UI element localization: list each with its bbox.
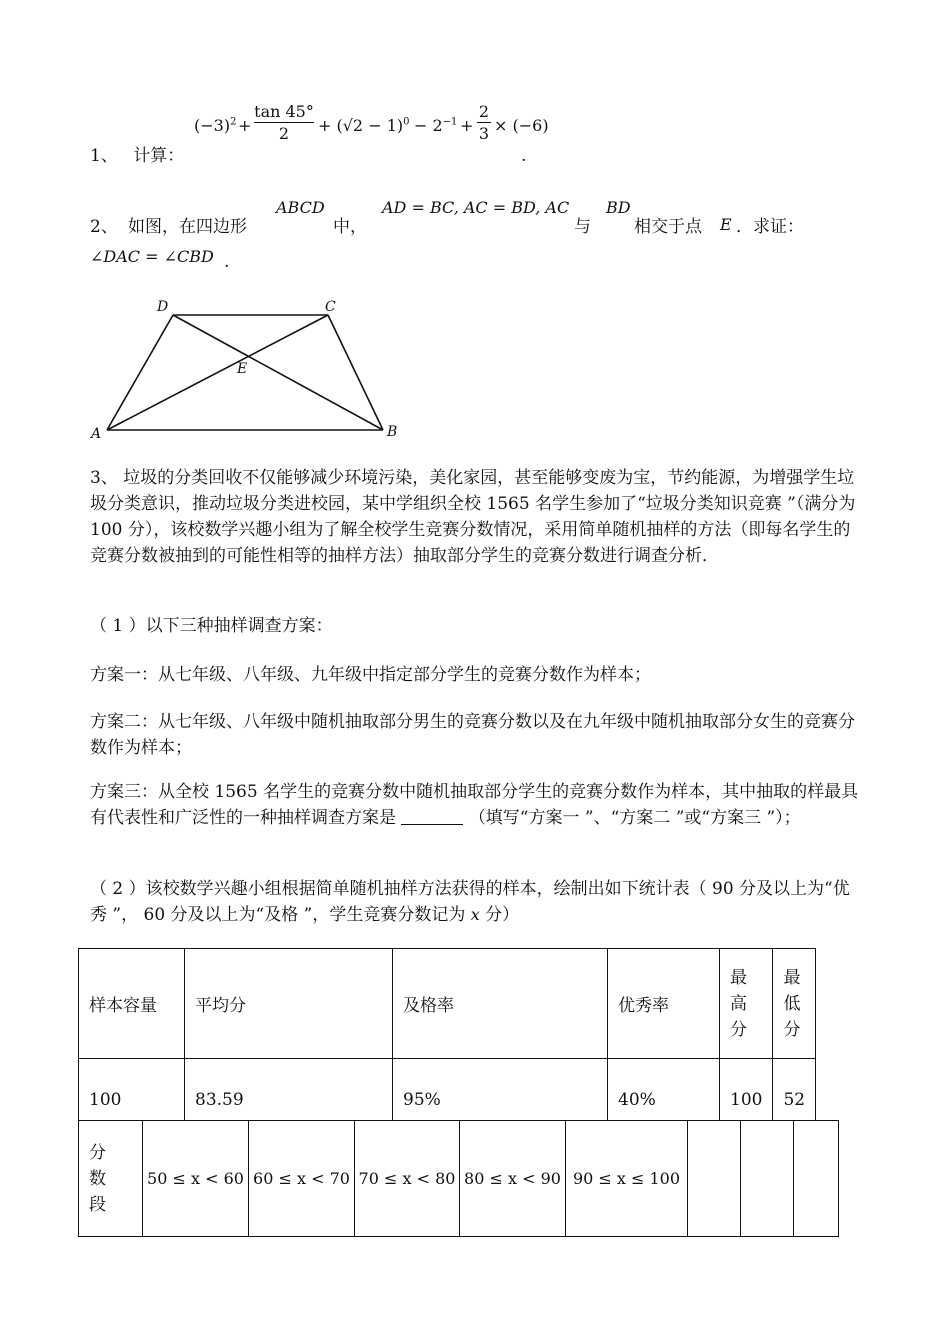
range-60-70: 60 ≤ x < 70: [249, 1121, 355, 1237]
range-label: 分 数 段: [79, 1121, 143, 1237]
q1-end-mark: .: [521, 146, 527, 166]
q2-text-c: 与: [574, 217, 591, 237]
q1-plus-3: +: [460, 116, 474, 135]
header-mean: 平均分: [185, 949, 393, 1059]
q2-condition: AD = BC, AC = BD, AC: [382, 198, 570, 217]
q3-plan2: 方案二：从七年级、八年级中随机抽取部分男生的竞赛分数以及在九年级中随机抽取部分女生的竞赛分数作为样本；: [90, 712, 855, 758]
q1-term-3: + $(√2 - 1)^0$: [318, 116, 410, 135]
label-d: D: [157, 299, 169, 315]
q3-intro: [90, 465, 865, 569]
q2-quad-name: ABCD: [276, 198, 325, 217]
header-min: 最 低 分: [773, 949, 816, 1059]
q3-part2-text-b: 分）: [485, 905, 520, 925]
q1-label: 计算：: [133, 146, 185, 166]
q2-text-b: 中，: [333, 217, 367, 237]
value-pass-rate: 95%: [393, 1059, 608, 1121]
label-c: C: [325, 299, 336, 315]
q3-plan3-text-b: （填写“方案一 ”、“方案二 ”或“方案三 ”）；: [468, 808, 801, 828]
range-70-80: 70 ≤ x < 80: [355, 1121, 460, 1237]
diagonal-bd: [173, 315, 383, 430]
table-header-row: [79, 949, 816, 1059]
q3-plan3-text-a: 方案三：从全校 1565 名学生的竞赛分数中随机抽取部分学生的竞赛分数作为样本，其中抽取的样最具有代表性和广泛性的一种抽样调查方案是: [90, 782, 859, 828]
answer-blank[interactable]: [401, 808, 463, 825]
range-empty-3: [794, 1121, 839, 1237]
range-empty-2: [741, 1121, 794, 1237]
q3-plan1: 方案一：从七年级、八年级、九年级中指定部分学生的竞赛分数作为样本；: [90, 665, 651, 685]
q3-number: 3、: [90, 468, 118, 488]
header-sample-size: 样本容量: [79, 949, 185, 1059]
range-empty-1: [688, 1121, 741, 1237]
q1-line: [90, 143, 184, 169]
range-80-90: 80 ≤ x < 90: [460, 1121, 566, 1237]
q2-text-a: 如图，在四边形: [128, 217, 247, 237]
q1-times: × (−6): [494, 116, 549, 135]
q3-part1-title: （ 1 ）以下三种抽样调查方案：: [90, 616, 333, 636]
score-range-table: [78, 1120, 839, 1237]
q1-plus: +: [238, 116, 252, 135]
q2-prove: ∠DAC = ∠CBD: [90, 247, 214, 266]
q3-intro-text: 垃圾的分类回收不仅能够减少环境污染，美化家园，甚至能够变废为宝，节约能源，为增强学生垃圾分类意识，推动垃圾分类进校园，某中学组织全校 1565 名学生参加了“垃圾分类知识竞赛 ”（满分为 100 分），该校数学兴趣小组为了解全校学生竞赛分数情况，采用简单随机抽样的方法（即每名学生的竞赛分数被抽到的可能性相等的抽样方法）抽取部分学生的竞赛分数进行调查分析．: [90, 468, 856, 566]
q3-part2: [90, 876, 865, 928]
q1-term-1: $(-3)^2$: [194, 116, 237, 135]
header-excellent-rate: 优秀率: [608, 949, 720, 1059]
q1-fraction: 2 3: [478, 102, 490, 143]
value-max: 100: [720, 1059, 773, 1121]
q1-tan-fraction: tan 45° 2: [254, 102, 314, 143]
q2-number: 2、: [90, 217, 118, 237]
q1-number: 1、: [90, 146, 118, 166]
value-excellent-rate: 40%: [608, 1059, 720, 1121]
label-b: B: [387, 424, 398, 440]
range-row: [79, 1121, 839, 1237]
header-pass-rate: 及格率: [393, 949, 608, 1059]
value-min: 52: [773, 1059, 816, 1121]
quadrilateral-figure: [85, 295, 405, 445]
header-max: 最 高 分: [720, 949, 773, 1059]
table-value-row: [79, 1059, 816, 1121]
range-50-60: 50 ≤ x < 60: [143, 1121, 249, 1237]
q3-part2-x: x: [470, 905, 480, 924]
value-sample-size: 100: [79, 1059, 185, 1121]
q2-bd: BD: [606, 198, 631, 217]
range-90-100: 90 ≤ x ≤ 100: [566, 1121, 688, 1237]
q2-text-d: 相交于点: [634, 217, 702, 237]
q3-plan3: [90, 779, 865, 831]
q2-prove-end: .: [224, 252, 230, 272]
label-e: E: [237, 361, 248, 377]
segment-bc: [328, 315, 383, 430]
stats-table: [78, 948, 816, 1121]
label-a: A: [91, 426, 102, 442]
value-mean: 83.59: [185, 1059, 393, 1121]
q2-text-e: ．求证：: [736, 217, 804, 237]
q3-part2-text-a: （ 2 ）该校数学兴趣小组根据简单随机抽样方法获得的样本，绘制出如下统计表（ 90 分及以上为“优秀 ”， 60 分及以上为“及格 ”，学生竞赛分数记为: [90, 879, 850, 925]
q2-point-e: E: [720, 215, 732, 234]
q1-term-4: − $2^{-1}$: [414, 116, 458, 135]
